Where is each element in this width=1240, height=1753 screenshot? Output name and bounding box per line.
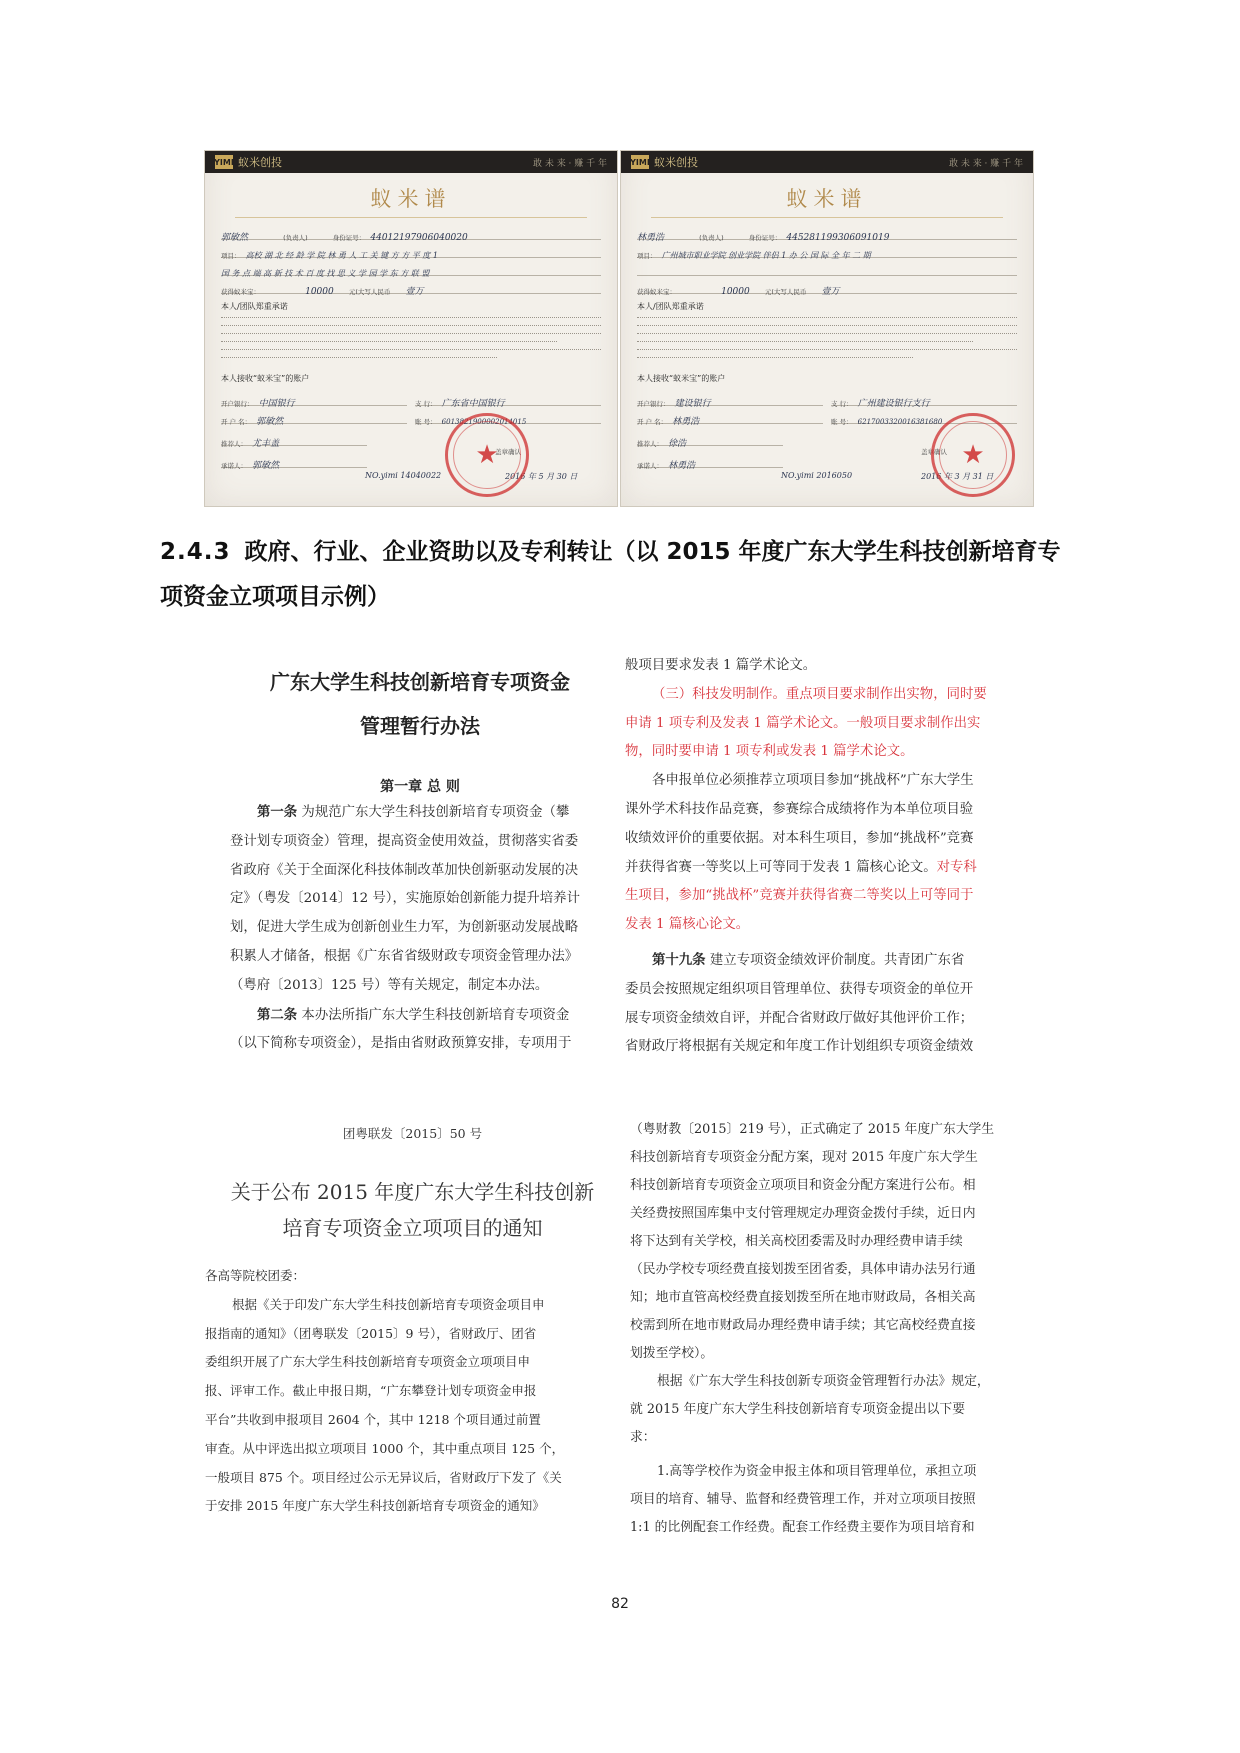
name-row (221, 225, 601, 243)
account-heading: 本人接收“蚁米宝”的账户 (221, 374, 310, 383)
text-span: 并获得省赛一等奖以上可等同于发表 1 篇核心论文。 (625, 859, 937, 875)
text-line: 委组织开展了广东大学生科技创新培育专项资金立项项目申 (205, 1354, 531, 1370)
name-label: (负责人) (699, 234, 724, 242)
text-line (625, 854, 1045, 883)
brand-name: 蚁米创投 (654, 156, 698, 169)
red-text-span: 对专科 (936, 859, 977, 875)
amount-row (221, 279, 601, 297)
branch-label: 支 行： (831, 400, 853, 408)
signer2-handwriting: 林勇浩 (668, 461, 696, 471)
branch-row (415, 391, 601, 409)
name-label: (负责人) (283, 234, 308, 242)
article-line: 划，促进大学生成为创新创业生力军，为创新驱动发展战略 (230, 920, 579, 936)
article-line (230, 798, 610, 828)
fine-print (221, 313, 601, 318)
article-line: 积累人才储备，根据《广东省省级财政专项资金管理办法》 (230, 948, 579, 964)
text-line: 报指南的通知》（团粤联发〔2015〕9 号），省财政厅、团省 (205, 1325, 537, 1341)
red-text-line: 生项目，参加“挑战杯”竞赛并获得省赛二等奖以上可等同于 (625, 888, 974, 904)
text-line: 各申报单位必须推荐立项项目参加“挑战杯”广东大学生 (652, 773, 974, 789)
article-line: 登计划专项资金）管理，提高资金使用效益，贯彻落实省委 (230, 833, 579, 849)
text-line: 一般项目 875 个。项目经过公示无异议后，省财政厅下发了《关 (205, 1469, 562, 1485)
text-line: 项目的培育、辅导、监督和经费管理工作，并对立项项目按照 (630, 1492, 976, 1507)
yimi-logo-icon: YIMI (631, 155, 649, 169)
text-line: （粤财教〔2015〕219 号），正式确定了 2015 年度广东大学生 (630, 1122, 995, 1137)
signer1-row (637, 431, 783, 449)
section-heading (160, 530, 1080, 620)
stamp-label: 盖章确认 (921, 448, 947, 456)
salutation: 各高等院校团委： (205, 1268, 306, 1283)
receipt-number: NO.yimi 2016050 (781, 471, 853, 480)
section-number: 2.4.3 (160, 539, 231, 565)
yimi-logo-icon: YIMI (215, 155, 233, 169)
fine-print (221, 329, 601, 334)
text-line: 收绩效评价的重要依据。对本科生项目，参加“挑战杯”竞赛 (625, 830, 974, 846)
article-line: （以下简称专项资金），是指由省财政预算安排，专项用于 (230, 1036, 572, 1052)
star-icon: ★ (475, 440, 499, 470)
text-line: 根据《关于印发广东大学生科技创新培育专项资金项目申 (232, 1296, 545, 1312)
receipt-image-1 (204, 150, 618, 507)
article-text: 本办法所指广东大学生科技创新培育专项资金 (297, 1007, 570, 1023)
fine-print (637, 313, 1017, 318)
receipt-date: 2016 年 5 月 30 日 (505, 472, 578, 481)
fine-print (637, 345, 1017, 350)
red-text-line: （三）科技发明制作。重点项目要求制作出实物，同时要 (652, 686, 987, 702)
text-line: 知；地市直管高校经费直接划拨至所在地市财政局，各相关高 (630, 1290, 976, 1305)
article-line: 省政府《关于全面深化科技体制改革加快创新驱动发展的决 (230, 862, 579, 878)
article-text: 建立专项资金绩效评价制度。共青团广东省 (705, 952, 965, 968)
fine-print (637, 353, 913, 358)
text-line: 科技创新培育专项资金分配方案，现对 2015 年度广东大学生 (630, 1150, 978, 1165)
account-heading: 本人接收“蚁米宝”的账户 (637, 374, 726, 383)
text-line: 将下达到有关学校，相关高校团委需及时办理经费申请手续 (630, 1234, 963, 1249)
signer2-label: 承诺人： (221, 462, 247, 470)
branch-handwriting: 广东省中国银行 (441, 399, 505, 409)
holder-row (221, 409, 407, 427)
holder-row (637, 409, 823, 427)
text-line: 划拨至学校）。 (630, 1346, 714, 1361)
commitments-heading: 本人/团队郑重承诺 (637, 302, 704, 311)
signer2-handwriting: 郭敏然 (252, 461, 280, 471)
amount-unit-label: 元(大写人民币 (348, 288, 391, 296)
text-line: 课外学术科技作品竞赛，参赛综合成绩将作为本单位项目验 (625, 801, 974, 817)
receipt-title: 蚁米谱 (786, 187, 868, 211)
amount-handwriting: 10000 (305, 287, 334, 297)
holder-label: 开 户 名： (637, 418, 668, 426)
signer1-label: 推荐人： (637, 440, 663, 448)
project-label: 项目： (637, 252, 657, 260)
fine-print (221, 337, 557, 342)
text-line: 根据《广东大学生科技创新专项资金管理暂行办法》规定， (657, 1374, 990, 1389)
signer1-handwriting: 徐浩 (668, 439, 687, 449)
project-row-2 (637, 261, 1017, 276)
red-seal-stamp (931, 413, 1015, 497)
bank-handwriting: 中国银行 (258, 399, 295, 409)
text-line: 般项目要求发表 1 篇学术论文。 (625, 658, 817, 673)
holder-label: 开 户 名： (221, 418, 252, 426)
branch-handwriting: 广州建设银行支行 (857, 399, 930, 409)
text-line: 委员会按照规定组织项目管理单位、获得专项资金的单位开 (625, 981, 974, 997)
fine-print (637, 337, 973, 342)
text-line: 省财政厅将根据有关规定和年度工作计划组织专项资金绩效 (625, 1039, 974, 1055)
project-row-2 (221, 261, 601, 276)
amount-handwriting: 10000 (721, 287, 750, 297)
receipt-header-bar (205, 151, 617, 173)
fine-print (637, 321, 1017, 326)
account-handwriting: 6217003320016381680 (857, 418, 943, 426)
bank-handwriting: 建设银行 (674, 399, 711, 409)
amount-row (637, 279, 1017, 297)
signer2-row (221, 453, 367, 471)
text-line: 求： (630, 1430, 656, 1445)
project-row (221, 243, 601, 258)
project-handwriting: 广州城市职业学院 创业学院 伴侣 1 办 公 国 际 全 年 二 期 (661, 251, 871, 260)
project-handwriting-2: 国 务 点 端 高 新 技 术 百 度 找 思 义 学 园 学 东 方 联 盟 (221, 269, 430, 278)
notice-title-1: 关于公布 2015 年度广东大学生科技创新 (230, 1180, 595, 1204)
text-line: 于安排 2015 年度广东大学生科技创新培育专项资金的通知》 (205, 1498, 545, 1514)
article-text: 为规范广东大学生科技创新培育专项资金（攀 (297, 805, 570, 820)
name-handwriting: 郭敏然 (221, 233, 249, 243)
amount-cn-handwriting: 壹万 (821, 287, 840, 297)
signer2-label: 承诺人： (637, 462, 663, 470)
text-line: 科技创新培育专项资金立项项目和资金分配方案进行公布。相 (630, 1178, 976, 1193)
amount-label: 获得蚁米宝： (637, 288, 676, 296)
holder-handwriting: 林勇浩 (672, 417, 700, 427)
scan-panel-notice (205, 1124, 620, 1521)
brand-name: 蚁米创投 (238, 156, 282, 169)
signer1-label: 推荐人： (221, 440, 247, 448)
text-line: 展专项资金绩效自评，并配合省财政厅做好其他评价工作； (625, 1010, 974, 1026)
scan-panel-regulations (230, 660, 610, 1059)
name-handwriting: 林勇浩 (637, 233, 665, 243)
fine-print (221, 321, 601, 326)
project-row (637, 243, 1017, 258)
id-handwriting: 44012197906040020 (370, 233, 468, 243)
branch-row (831, 391, 1017, 409)
article-line (230, 1001, 610, 1031)
project-handwriting: 高校 湖 北 经 龄 学 院 林 勇 人 工 关 键 方 方 平 度 1 (245, 251, 438, 260)
page-number: 82 (611, 1596, 629, 1612)
account-label: 账 号： (415, 418, 437, 426)
stamp-label: 盖章确认 (495, 448, 521, 456)
star-icon: ★ (961, 440, 985, 470)
id-label: 身份证号： (332, 234, 366, 242)
signer2-row (637, 453, 783, 471)
text-line: 关经费按照国库集中支付管理规定办理资金拨付手续，近日内 (630, 1206, 976, 1221)
account-label: 账 号： (831, 418, 853, 426)
amount-label: 获得蚁米宝： (221, 288, 260, 296)
text-line: 就 2015 年度广东大学生科技创新培育专项资金提出以下要 (630, 1402, 966, 1417)
text-line: 审查。从中评选出拟立项项目 1000 个，其中重点项目 125 个， (205, 1440, 565, 1456)
receipt-number: NO.yimi 14040022 (365, 471, 442, 480)
fine-print (637, 329, 1017, 334)
commitments-heading: 本人/团队郑重承诺 (221, 302, 288, 311)
article-line: （粤府〔2013〕125 号）等有关规定，制定本办法。 (230, 977, 549, 993)
article-line (625, 946, 1045, 976)
notice-title-2: 培育专项资金立项项目的通知 (282, 1216, 543, 1240)
holder-handwriting: 郭敏然 (256, 417, 284, 427)
article-lead: 第十九条 (652, 951, 706, 968)
text-line: （民办学校专项经费直接划拨至团省委，具体申请办法另行通 (630, 1262, 976, 1277)
regulation-title-2: 管理暂行办法 (360, 714, 480, 738)
amount-unit-label: 元(大写人民币 (764, 288, 807, 296)
article-line: 定》（粤发〔2014〕12 号），实施原始创新能力提升培养计 (230, 891, 580, 907)
red-text-line: 发表 1 篇核心论文。 (625, 917, 750, 933)
project-label: 项目： (221, 252, 241, 260)
id-handwriting: 445281199306091019 (786, 233, 890, 243)
signer1-handwriting: 尤丰盖 (252, 439, 280, 449)
name-row (637, 225, 1017, 243)
text-line: 平台”共收到申报项目 2604 个，其中 1218 个项目通过前置 (205, 1411, 541, 1427)
divider (651, 217, 1003, 218)
bank-label: 开户银行： (637, 400, 670, 408)
red-text-line: 申请 1 项专利及发表 1 篇学术论文。一般项目要求制作出实 (625, 715, 981, 731)
article-lead: 第一条 (257, 804, 298, 820)
receipt-title: 蚁米谱 (370, 187, 452, 211)
red-text-line: 物，同时要申请 1 项专利或发表 1 篇学术论文。 (625, 744, 914, 760)
regulation-title-1: 广东大学生科技创新培育专项资金 (270, 670, 570, 694)
scan-panel-notice-cont (630, 1116, 1050, 1542)
text-line: 1:1 的比例配套工作经费。配套工作经费主要作为项目培育和 (630, 1520, 975, 1535)
receipt-image-2 (620, 150, 1034, 507)
text-line: 校需到所在地市财政局办理经费申请手续；其它高校经费直接 (630, 1318, 976, 1333)
chapter-heading: 第一章 总 则 (380, 779, 460, 795)
bank-label: 开户银行： (221, 400, 254, 408)
brand-slogan: 敢 未 来 · 赚 千 年 (532, 158, 607, 169)
scan-panel-regulations-cont (625, 652, 1045, 1062)
brand-slogan: 敢 未 来 · 赚 千 年 (948, 158, 1023, 169)
receipt-header-bar (621, 151, 1033, 173)
id-label: 身份证号： (748, 234, 782, 242)
text-line: 1.高等学校作为资金申报主体和项目管理单位，承担立项 (657, 1464, 977, 1479)
account-handwriting: 6013821900002014015 (441, 418, 527, 426)
bank-row (637, 391, 823, 409)
document-number: 团粤联发〔2015〕50 号 (342, 1126, 483, 1141)
bank-row (221, 391, 407, 409)
fine-print (221, 345, 601, 350)
section-title: 政府、行业、企业资助以及专利转让（以 2015 年度广东大学生科技创新培育专项资金立项项目示例） (160, 539, 1061, 610)
amount-cn-handwriting: 壹万 (405, 287, 424, 297)
article-lead: 第二条 (257, 1006, 298, 1023)
text-line: 报、评审工作。截止申报日期，“广东攀登计划专项资金申报 (205, 1383, 537, 1399)
red-seal-stamp (445, 413, 529, 497)
signer1-row (221, 431, 367, 449)
branch-label: 支 行： (415, 400, 437, 408)
receipt-date: 2016 年 3 月 31 日 (921, 472, 994, 481)
fine-print (221, 353, 497, 358)
divider (235, 217, 587, 218)
